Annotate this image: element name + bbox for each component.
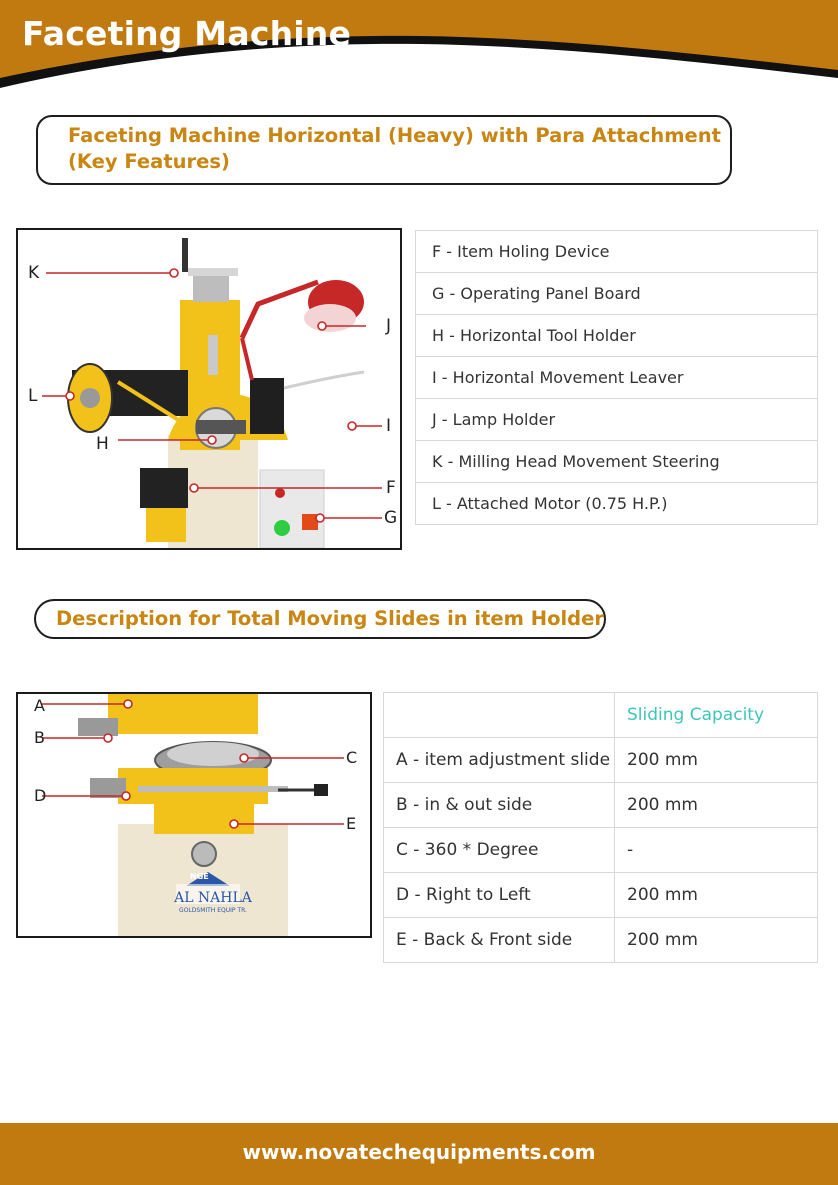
feature-cell: F - Item Holing Device bbox=[416, 231, 818, 273]
callout-e: E bbox=[346, 814, 357, 833]
machine-illustration bbox=[18, 230, 400, 548]
features-table bbox=[415, 230, 818, 525]
footer-website-link[interactable]: www.novatechequipments.com bbox=[242, 1140, 596, 1164]
slide-name-cell: E - Back & Front side bbox=[384, 918, 615, 963]
feature-cell: L - Attached Motor (0.75 H.P.) bbox=[416, 483, 818, 525]
logo-subtitle: GOLDSMITH EQUIP TR. bbox=[179, 907, 247, 914]
section2-heading: Description for Total Moving Slides in item Holder bbox=[34, 599, 606, 639]
table-header-row bbox=[384, 693, 818, 738]
feature-cell: G - Operating Panel Board bbox=[416, 273, 818, 315]
table-row bbox=[384, 738, 818, 783]
callout-a: A bbox=[34, 696, 45, 715]
callout-h: H bbox=[96, 434, 109, 454]
header-cell-name bbox=[384, 693, 615, 738]
slides-photo bbox=[16, 692, 372, 938]
section1-heading bbox=[36, 115, 732, 185]
logo-name: AL NAHLA bbox=[174, 890, 252, 906]
footer-bar bbox=[0, 1123, 838, 1185]
callout-g: G bbox=[384, 508, 398, 528]
slide-name-cell: C - 360 * Degree bbox=[384, 828, 615, 873]
feature-cell: I - Horizontal Movement Leaver bbox=[416, 357, 818, 399]
callout-l: L bbox=[28, 386, 38, 406]
callout-f: F bbox=[386, 478, 396, 498]
table-row bbox=[416, 441, 818, 483]
section1-heading-line2: (Key Features) bbox=[68, 150, 230, 173]
machine-photo bbox=[16, 228, 402, 550]
slide-capacity-cell: 200 mm bbox=[615, 738, 818, 783]
callout-i: I bbox=[386, 416, 392, 436]
table-row bbox=[416, 399, 818, 441]
slide-name-cell: A - item adjustment slide bbox=[384, 738, 615, 783]
table-row bbox=[416, 357, 818, 399]
slide-capacity-cell: 200 mm bbox=[615, 873, 818, 918]
feature-cell: J - Lamp Holder bbox=[416, 399, 818, 441]
table-row bbox=[416, 315, 818, 357]
slide-name-cell: B - in & out side bbox=[384, 783, 615, 828]
callout-b: B bbox=[34, 728, 45, 747]
feature-cell: H - Horizontal Tool Holder bbox=[416, 315, 818, 357]
slide-capacity-cell: 200 mm bbox=[615, 783, 818, 828]
page-title: Faceting Machine bbox=[22, 14, 352, 53]
table-row bbox=[416, 483, 818, 525]
slide-capacity-cell: - bbox=[615, 828, 818, 873]
table-row bbox=[384, 783, 818, 828]
callout-j: J bbox=[386, 316, 392, 336]
callout-c: C bbox=[346, 748, 358, 767]
table-row bbox=[384, 873, 818, 918]
table-row bbox=[384, 828, 818, 873]
header-banner bbox=[0, 0, 838, 100]
callout-k: K bbox=[28, 263, 40, 283]
slide-name-cell: D - Right to Left bbox=[384, 873, 615, 918]
feature-cell: K - Milling Head Movement Steering bbox=[416, 441, 818, 483]
table-row bbox=[384, 918, 818, 963]
slides-table bbox=[383, 692, 818, 963]
table-row bbox=[416, 273, 818, 315]
table-row bbox=[416, 231, 818, 273]
section1-heading-line1: Faceting Machine Horizontal (Heavy) with Para Attachment bbox=[68, 124, 721, 147]
header-cell-capacity: Sliding Capacity bbox=[615, 693, 818, 738]
slide-capacity-cell: 200 mm bbox=[615, 918, 818, 963]
callout-d: D bbox=[34, 786, 47, 805]
logo-badge: NGE bbox=[190, 872, 209, 881]
